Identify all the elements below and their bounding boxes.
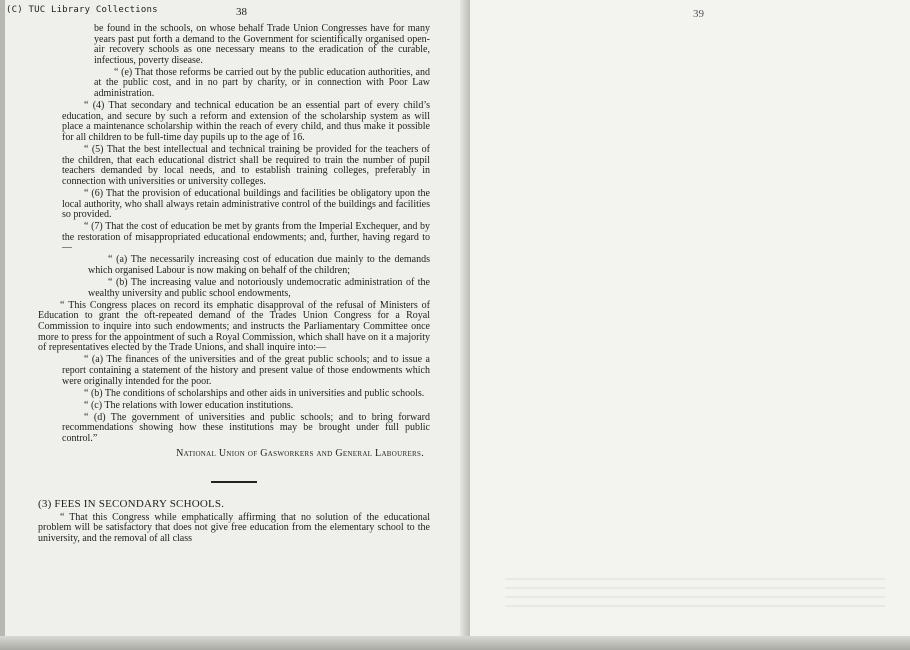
paragraph: “ (4) That secondary and technical education be an essential part of every child’s education, and secure by such a reform and extension of the scholarship system as will place a maintenance scholarship within the reach of every child, and thus make it possible for all children to be full-time day pupils up to the age of 16. (62, 100, 430, 143)
paragraph: “ (e) That those reforms be carried out by the public education authorities, and at the public cost, and in no part by charity, or in connection with Poor Law administration. (94, 66, 430, 100)
signature: National Union of Gasworkers and General Labourers. (176, 447, 424, 459)
paragraph: “ This Congress places on record its emphatic disapproval of the refusal of Ministers of Education to grant the oft-repeated demand of the Trades Union Congress for a Royal Commission to inquire into such endowments; and instructs the Parliamentary Committee once more to press for the appointment of such a Royal Commission, which shall have on it a majority of representatives elected by the Trade Unions, and shall inquire into:— (38, 299, 430, 354)
page-edge (0, 0, 5, 650)
copyright-notice: (C) TUC Library Collections (6, 5, 158, 15)
paragraph: “ (a) The finances of the universities and of the great public schools; and to issue a report containing a statement of the history and present value of those endowments which were originally intended for the poor. (62, 354, 430, 387)
paragraph: “ (6) That the provision of educational buildings and facilities be obligatory upon the local authority, who shall always retain administrative control of the buildings and facilities so provided. (62, 187, 430, 221)
section-heading: (3) FEES IN SECONDARY SCHOOLS. (38, 498, 225, 511)
show-through-text (505, 578, 885, 610)
page-body (38, 24, 430, 546)
section-divider (211, 481, 257, 483)
paragraph: “ That this Congress while emphatically affirming that no solution of the educational problem will be satisfactory that does not give free education from the elementary school to the university, and the removal of all class (38, 511, 430, 544)
paragraph: “ (d) The government of universities and public schools; and to bring forward recommendations showing how these institutions may be brought under full public control.” (62, 411, 430, 444)
paragraph: “ (5) That the best intellectual and technical training be provided for the teachers of the children, that each educational district shall be required to train the number of pupil teachers demanded by local needs, and to establish training colleges, preferably in connection with universities or university colleges. (62, 144, 430, 187)
right-page (470, 0, 910, 650)
paragraph: “ (c) The relations with lower education institutions. (84, 399, 294, 411)
page-number-right: 39 (693, 8, 704, 20)
paragraph: “ (b) The increasing value and notoriously undemocratic administration of the wealthy university and public school endowments, (88, 277, 430, 299)
paragraph: “ (7) That the cost of education be met by grants from the Imperial Exchequer, and by the restoration of misappropriated educational endowments; and, further, having regard to— (62, 221, 430, 254)
page-number-left: 38 (236, 6, 247, 18)
paragraph: be found in the schools, on whose behalf Trade Union Congresses have for many years past put forth a demand to the Government for scientifically organised open-air recovery schools as one necessary means to the eradication of the curable, infectious, poverty disease. (94, 23, 430, 66)
page-bottom-edge (0, 636, 910, 650)
paragraph: “ (a) The necessarily increasing cost of education due mainly to the demands which organised Labour is now making on behalf of the children; (88, 254, 430, 277)
paragraph: “ (b) The conditions of scholarships and other aids in universities and public schools. (84, 387, 425, 399)
